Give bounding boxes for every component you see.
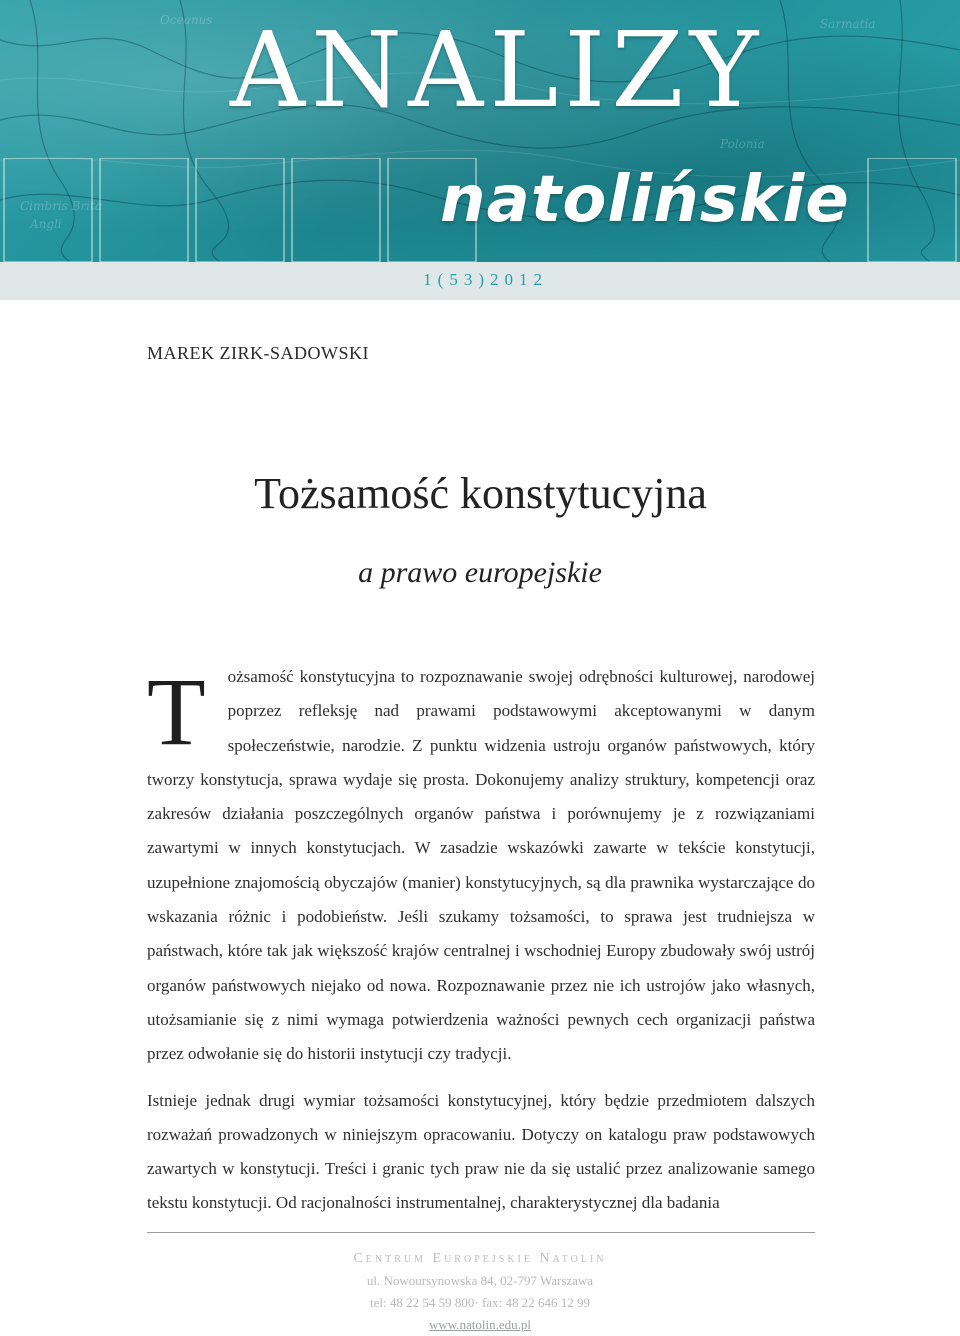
footer-organization: Centrum Europejskie Natolin: [353, 1251, 607, 1266]
footer-address: ul. Nowoursynowska 84, 02-797 Warszawa: [366, 1273, 594, 1288]
issue-number: 1(53)2012: [423, 270, 548, 289]
footer: [0, 1248, 960, 1336]
map-label: Oceanus: [160, 13, 213, 27]
journal-logo-subtitle: natolińskie: [440, 163, 850, 237]
journal-logo-title: ANALIZY: [230, 9, 765, 131]
drop-cap: T: [147, 658, 206, 765]
map-label: Cimbris Brita: [20, 199, 102, 213]
paragraph-1: [147, 660, 815, 1072]
article-title: [0, 468, 960, 519]
map-label: Sarmatia: [820, 17, 876, 31]
footer-contact: tel: 48 22 54 59 800· fax: 48 22 646 12 99: [370, 1295, 590, 1310]
article-title-text: Tożsamość konstytucyjna: [254, 469, 707, 518]
map-label: Polonia: [720, 137, 765, 151]
article-subtitle: a prawo europejskie: [358, 556, 602, 589]
author-name: MAREK ZIRK-SADOWSKI: [147, 343, 369, 363]
footer-divider: [147, 1232, 815, 1233]
paragraph-2: Istnieje jednak drugi wymiar tożsamości konstytucyjnej, który będzie przedmiotem dalszych rozważań prowadzonych w niniejszym opracowaniu. Dotyczy on katalogu praw podstawowych zawartych w konstytucji. Treści i granic tych praw nie da się ustalić przez analizowanie samego tekstu konstytucji. Od racjonalności instrumentalnej, charakterystycznej dla badania: [147, 1090, 815, 1213]
header-banner: [0, 0, 960, 262]
paragraph-1-text: ożsamość konstytucyjna to rozpoznawanie swojej odrębności kulturowej, narodowej poprzez refleksję nad prawami podstawowymi akceptowanymi w danym społeczeństwie, narodzie. Z punktu widzenia ustroju organów państwowych, który tworzy konstytucja, sprawa wydaje się prosta. Dokonujemy analizy struktury, kompetencji oraz zakresów działania poszczególnych organów państwa i porównujemy je z rozwiązaniami zawartymi w innych konstytucjach. W zasadzie wskazówki zawarte w tekście konstytucji, uzupełnione znajomością obyczajów (manier) konstytucyjnych, są dla prawnika wystarczające do wskazania różnic i podobieństw. Jeśli szukamy tożsamości, to sprawa jest trudniejsza w państwach, które tak jak większość krajów centralnej i wschodniej Europy zbudowały swój ustrój organów państwowych niejako od nowa. Rozpoznawanie przez nie ich ustrojów jako własnych, utożsamianie się z nimi wymaga potwierdzenia ważności pewnych cech organizacji państwa przez odwołanie się do historii instytucji czy tradycji.: [147, 667, 815, 1064]
footer-website-link[interactable]: www.natolin.edu.pl: [428, 1317, 532, 1332]
map-label: Angli: [30, 217, 62, 231]
article-body: [147, 660, 815, 1221]
